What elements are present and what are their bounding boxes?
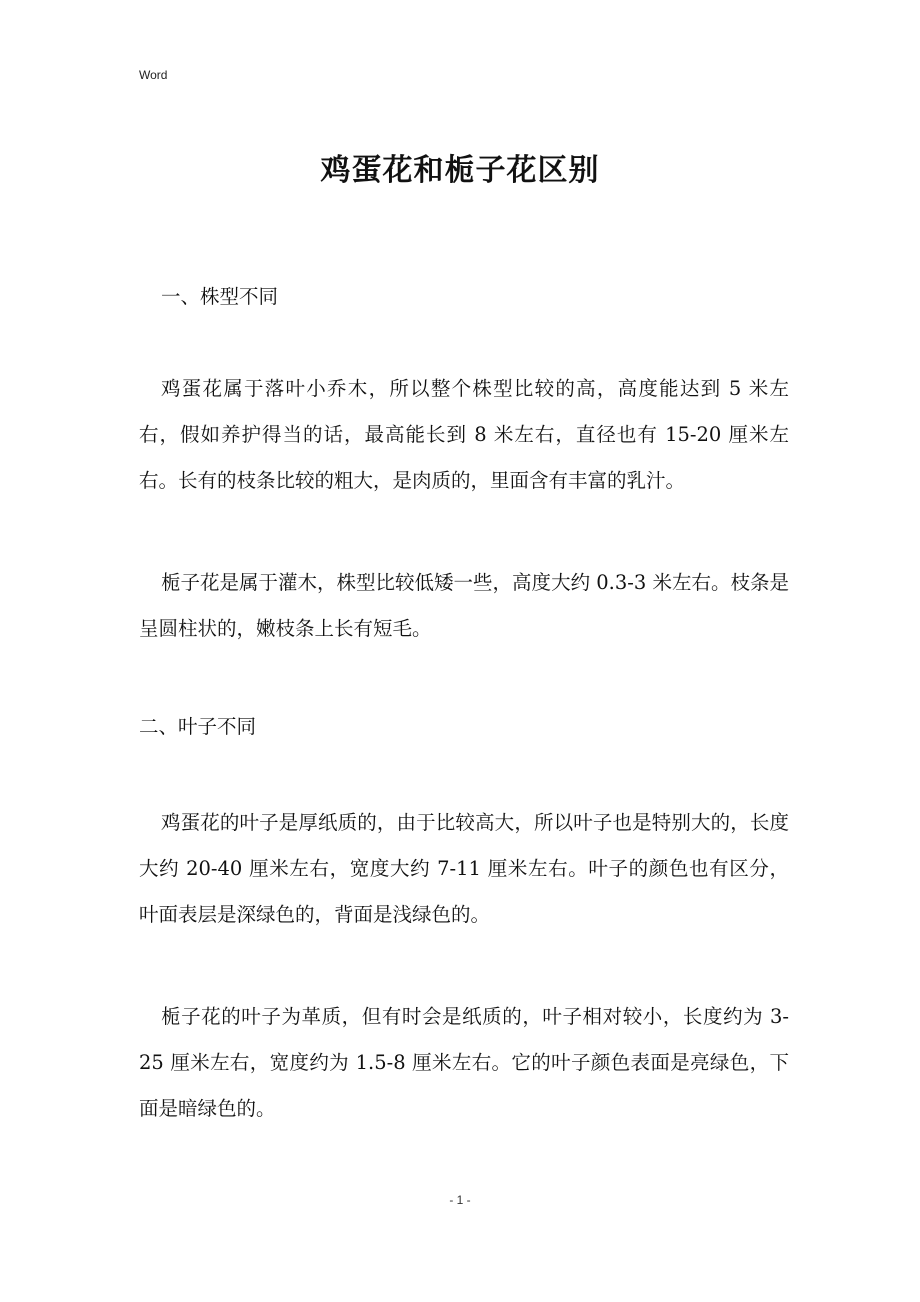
paragraph-frangipani-shape: 鸡蛋花属于落叶小乔木，所以整个株型比较的高，高度能达到 5 米左右，假如养护得当的话，最高能长到 8 米左右，直径也有 15-20 厘米左右。长有的枝条比较的粗大，是肉质的，里面含有丰富的乳汁。 xyxy=(139,377,789,492)
paragraph-frangipani-leaves: 鸡蛋花的叶子是厚纸质的，由于比较高大，所以叶子也是特别大的，长度大约 20-40 厘米左右，宽度大约 7-11 厘米左右。叶子的颜色也有区分，叶面表层是深绿色的，背面是浅绿色的。 xyxy=(139,811,789,926)
document-title: 鸡蛋花和栀子花区别 xyxy=(320,153,600,188)
paragraph-gardenia-leaves: 栀子花的叶子为革质，但有时会是纸质的，叶子相对较小，长度约为 3-25 厘米左右，宽度约为 1.5-8 厘米左右。它的叶子颜色表面是亮绿色，下面是暗绿色的。 xyxy=(139,1005,789,1120)
section-heading-plant-shape: 一、株型不同 xyxy=(161,285,279,308)
paragraph-gardenia-shape: 栀子花是属于灌木，株型比较低矮一些，高度大约 0.3-3 米左右。枝条是呈圆柱状的，嫩枝条上长有短毛。 xyxy=(139,571,789,640)
header-label: Word xyxy=(139,68,168,82)
page-number: - 1 - xyxy=(449,1193,471,1207)
section-heading-leaves: 二、叶子不同 xyxy=(139,715,257,738)
